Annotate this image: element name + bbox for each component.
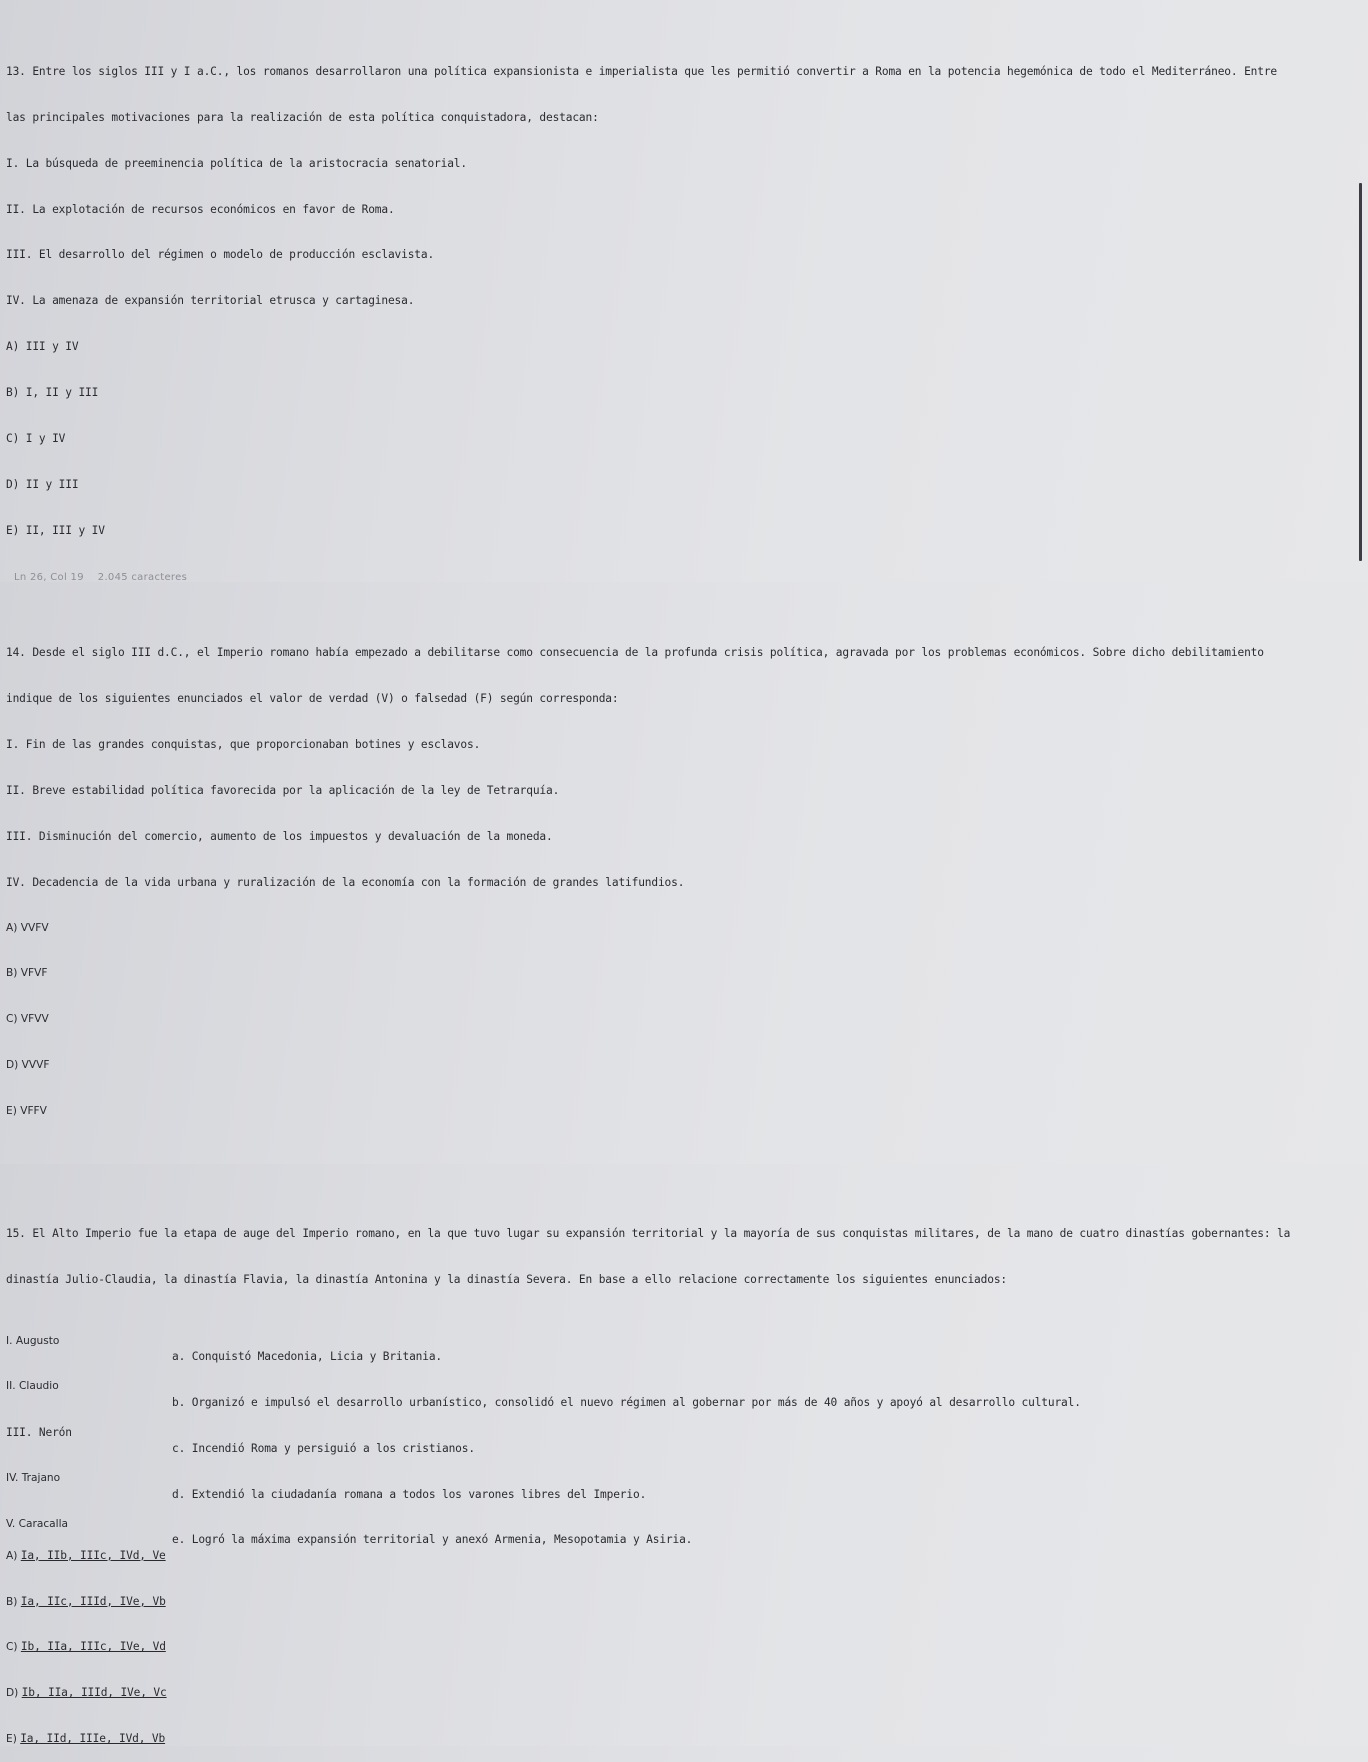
q15-description: a. Conquistó Macedonia, Licia y Britania. [172, 1349, 443, 1363]
q14-statement: II. Breve estabilidad política favorecida por la aplicación de la ley de Tetrarquía. [6, 783, 560, 797]
text-editor-area[interactable] [6, 18, 1351, 1746]
q14-option: B) VFVF [6, 967, 48, 980]
q15-option-text: Ia, IId, IIIe, IVd, Vb [20, 1732, 166, 1746]
q15-line: 15. El Alto Imperio fue la etapa de auge del Imperio romano, en la que tuvo lugar su expansión territorial y la mayoría de sus conquistas militares, de la mano de cuatro dinastías gobernantes: la [6, 1227, 1291, 1241]
q15-option-text: Ib, IIa, IIId, IVe, Vc [21, 1686, 167, 1700]
q14-option: C) VFVV [6, 1013, 49, 1026]
status-bar [14, 572, 187, 583]
q13-line: las principales motivaciones para la realización de esta política conquistadora, destacan: [6, 110, 599, 124]
character-count: 2.045 caracteres [97, 572, 188, 583]
q13-option: B) I, II y III [6, 386, 99, 400]
q14-statement: I. Fin de las grandes conquistas, que proporcionaban botines y esclavos. [6, 737, 481, 751]
vertical-scrollbar[interactable] [1359, 183, 1362, 561]
q14-line: indique de los siguientes enunciados el valor de verdad (V) o falsedad (F) según corresponda: [6, 692, 619, 706]
q15-match-row [6, 1456, 1351, 1501]
q13-option: A) III y IV [6, 340, 79, 354]
q15-match-row [6, 1410, 1351, 1455]
q15-description: b. Organizó e impulsó el desarrollo urbanístico, consolidó el nuevo régimen al gobernar por más de 40 años y apoyó al desarrollo cultural. [172, 1395, 1081, 1409]
q15-option-text: Ia, IIb, IIIc, IVd, Ve [20, 1548, 166, 1562]
q14-option: E) VFFV [6, 1105, 47, 1118]
q13-line: 13. Entre los siglos III y I a.C., los romanos desarrollaron una política expansionista e imperialista que les permitió convertir a Roma en la potencia hegemónica de todo el Mediterráneo. Entre [6, 64, 1277, 78]
q15-line: dinastía Julio-Claudia, la dinastía Flavia, la dinastía Antonina y la dinastía Severa. En base a ello relacione correctamente los siguientes enunciados: [6, 1273, 1007, 1287]
q15-option-text: Ia, IIc, IIId, IVe, Vb [20, 1594, 166, 1608]
q15-match-row [6, 1502, 1351, 1547]
q15-description: d. Extendió la ciudadanía romana a todos los varones libres del Imperio. [172, 1487, 647, 1501]
q13-option: D) II y III [6, 477, 79, 491]
q15-option: C) Ib, IIa, IIIc, IVe, Vd [6, 1640, 166, 1654]
q14-statement: IV. Decadencia de la vida urbana y ruralización de la economía con la formación de grandes latifundios. [6, 875, 685, 889]
q15-description: c. Incendió Roma y persiguió a los cristianos. [172, 1441, 475, 1455]
q14-option: A) VVFV [6, 921, 49, 934]
q14-line: 14. Desde el siglo III d.C., el Imperio romano había empezado a debilitarse como consecuencia de la profunda crisis política, agravada por los problemas económicos. Sobre dicho debilitamiento [6, 646, 1264, 660]
q15-emperor: V. Caracalla [6, 1518, 69, 1531]
q13-statement: I. La búsqueda de preeminencia política de la aristocracia senatorial. [6, 156, 467, 170]
q15-option-text: Ib, IIa, IIIc, IVe, Vd [20, 1640, 166, 1654]
q15-option: B) Ia, IIc, IIId, IVe, Vb [6, 1594, 166, 1608]
q13-option: E) II, III y IV [6, 523, 105, 537]
q15-emperor: II. Claudio [6, 1380, 59, 1393]
q15-emperor: III. Nerón [6, 1426, 72, 1440]
q15-match-row [6, 1318, 1351, 1363]
cursor-position: Ln 26, Col 19 [14, 572, 84, 583]
q15-option: A) Ia, IIb, IIIc, IVd, Ve [6, 1548, 166, 1562]
q13-statement: III. El desarrollo del régimen o modelo de producción esclavista. [6, 248, 435, 262]
q14-statement: III. Disminución del comercio, aumento de los impuestos y devaluación de la moneda. [6, 829, 553, 843]
q15-option: D) Ib, IIa, IIId, IVe, Vc [6, 1686, 167, 1700]
q15-option: E) Ia, IId, IIIe, IVd, Vb [6, 1732, 166, 1746]
q13-statement: II. La explotación de recursos económicos en favor de Roma. [6, 202, 395, 216]
q15-emperor: IV. Trajano [6, 1472, 61, 1485]
q14-option: D) VVVF [6, 1059, 50, 1072]
q15-match-row [6, 1364, 1351, 1409]
q13-option: C) I y IV [6, 432, 66, 446]
q13-statement: IV. La amenaza de expansión territorial etrusca y cartaginesa. [6, 294, 415, 308]
q15-emperor: I. Augusto [6, 1334, 60, 1347]
q15-description: e. Logró la máxima expansión territorial y anexó Armenia, Mesopotamia y Asiria. [172, 1533, 693, 1547]
